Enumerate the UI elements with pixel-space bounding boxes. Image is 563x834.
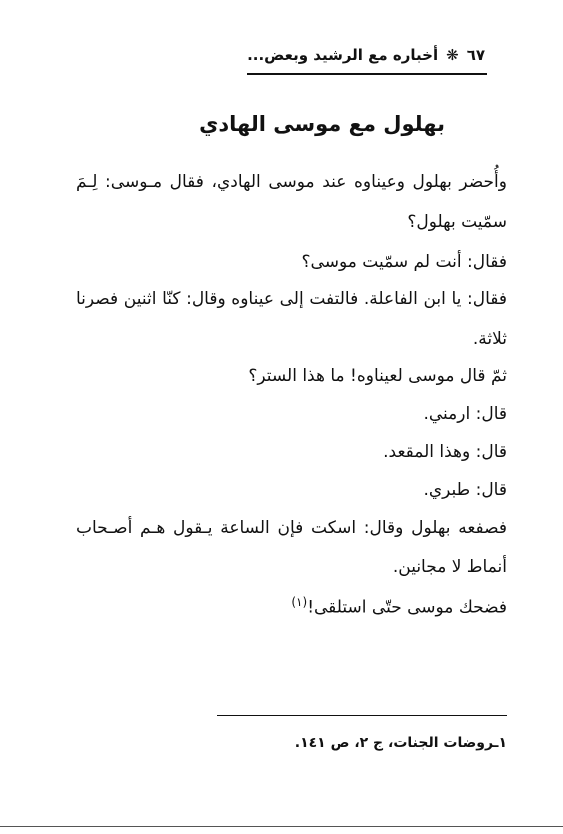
- body-line-11: أنماط لا مجانين.: [392, 557, 507, 577]
- footnote-rule: [217, 715, 507, 716]
- body-line-8: قال: وهذا المقعد.: [383, 442, 507, 462]
- body-line-6: ثمّ قال موسى لعيناوه! ما هذا الستر؟: [248, 366, 507, 386]
- bottom-edge-line: [0, 826, 563, 827]
- body-line-1: وأُحضر بهلول وعيناوه عند موسى الهادي، فقال مـوسى: لِـمَ: [76, 172, 507, 192]
- header-rule: [247, 73, 487, 75]
- body-line-7: قال: ارمني.: [423, 404, 507, 424]
- section-title: بهلول مع موسى الهادي: [199, 112, 445, 136]
- body-line-4: فقال: يا ابن الفاعلة. فالتفت إلى عيناوه وقال: كنّا اثنين فصرنا: [76, 289, 507, 309]
- page-number: ٦٧: [466, 46, 485, 64]
- footnote: ١ـروضات الجنات، ج ٢، ص ١٤١.: [294, 735, 507, 751]
- body-line-12-text: فضحك موسى حتّى استلقى!: [307, 597, 507, 618]
- body-line-2: سمّيت بهلول؟: [407, 212, 507, 232]
- footnote-marker: (١): [291, 595, 308, 609]
- body-line-9: قال: طبري.: [423, 480, 507, 500]
- body-line-10: فصفعه بهلول وقال: اسكت فإن الساعة يـقول هـم أصـحاب: [76, 518, 507, 538]
- body-line-5: ثلاثة.: [472, 329, 507, 349]
- body-line-3: فقال: أنت لم سمّيت موسى؟: [301, 252, 507, 272]
- running-title: أخباره مع الرشيد وبعض...: [247, 46, 439, 64]
- body-line-12: [291, 595, 507, 618]
- star-ornament-icon: ❋: [446, 46, 459, 64]
- running-head: [76, 42, 485, 68]
